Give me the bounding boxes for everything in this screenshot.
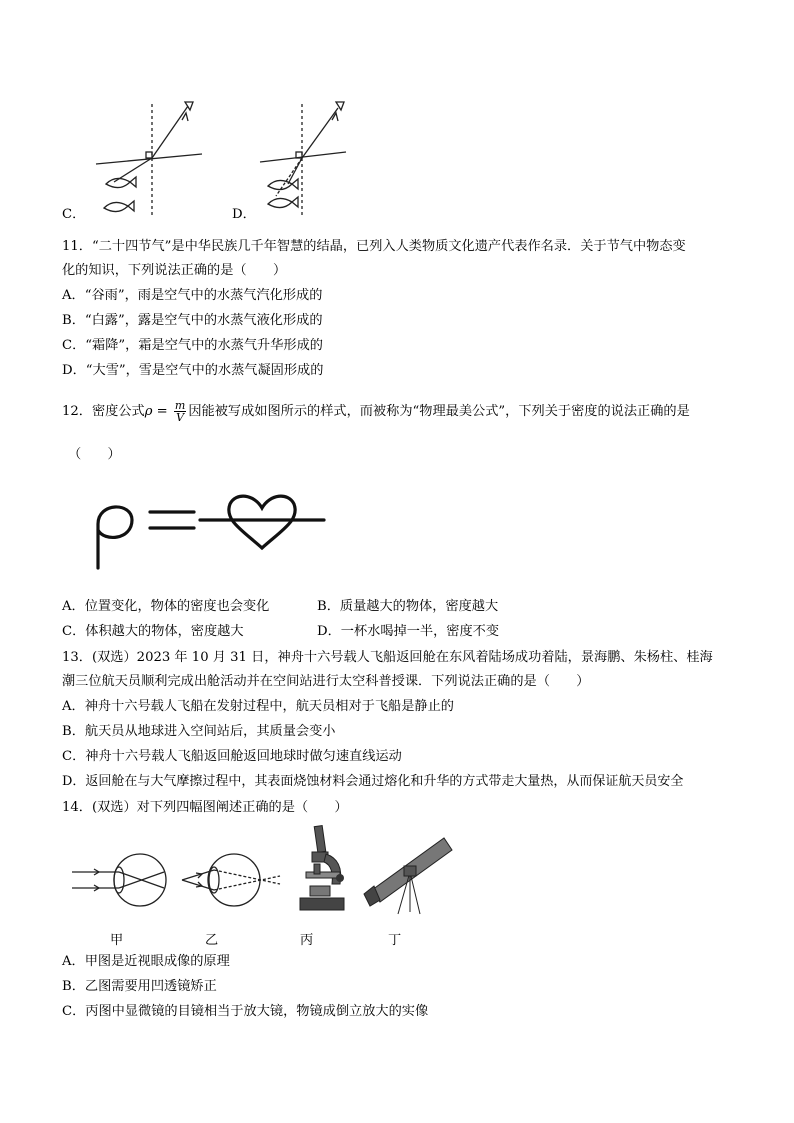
q14-option-b[interactable]: B．乙图需要用凹透镜矫正 (62, 979, 217, 994)
q13-stem-line-1: 13．(双选）2023 年 10 月 31 日，神舟十六号载人飞船返回舱在东风着陆场成功着陆，景海鹏、朱杨柱、桂海 (62, 650, 713, 665)
q11-stem-line-1: 11．“二十四节气”是中华民族几千年智慧的结晶，已列入人类物质文化遗产代表作名录．关于节气中物态变 (62, 239, 686, 254)
caption-yi: 乙 (205, 933, 219, 948)
caption-ding: 丁 (388, 933, 402, 948)
q11-option-d[interactable]: D．“大雪”，雪是空气中的水蒸气凝固形成的 (62, 363, 324, 378)
q14-option-a[interactable]: A．甲图是近视眼成像的原理 (62, 954, 230, 969)
q10-figure-d (258, 100, 348, 218)
q10-figure-c (92, 100, 202, 218)
microscope-picture (296, 824, 352, 916)
q12-equals: = (152, 404, 172, 419)
heart-formula-figure (92, 490, 332, 570)
caption-jia: 甲 (110, 933, 124, 948)
telescope-picture (362, 828, 454, 916)
q13-option-c[interactable]: C．神舟十六号载人飞船返回舱返回地球时做匀速直线运动 (62, 749, 402, 764)
q11-option-b[interactable]: B．“白露”，露是空气中的水蒸气液化形成的 (62, 313, 323, 328)
q12-stem (62, 400, 690, 423)
q12-paren: （ ） (68, 447, 121, 462)
density-symbol: ρ (144, 404, 153, 419)
q14-option-c[interactable]: C．丙图中显微镜的目镜相当于放大镜，物镜成倒立放大的实像 (62, 1004, 429, 1019)
q13-option-d[interactable]: D．返回舱在与大气摩擦过程中，其表面烧蚀材料会通过熔化和升华的方式带走大量热，从而保证航天员安全 (62, 774, 684, 789)
q11-stem-line-2: 化的知识，下列说法正确的是（ ） (62, 263, 287, 278)
fraction-denominator: V (176, 411, 185, 424)
q11-option-a[interactable]: A．“谷雨”，雨是空气中的水蒸气汽化形成的 (62, 288, 323, 303)
eye-diagram-yi (180, 850, 284, 910)
q11-option-c[interactable]: C．“霜降”，霜是空气中的水蒸气升华形成的 (62, 338, 323, 353)
q13-stem-line-2: 潮三位航天员顺利完成出舱活动并在空间站进行太空科普授课．下列说法正确的是（ ） (62, 674, 590, 689)
q12-option-a[interactable]: A．位置变化，物体的密度也会变化 (62, 599, 270, 614)
q10-option-c-label: C． (62, 207, 86, 222)
q12-stem-prefix: 12．密度公式 (62, 404, 145, 419)
q12-option-d[interactable]: D．一杯水喝掉一半，密度不变 (317, 624, 500, 639)
q14-stem: 14．(双选）对下列四幅图阐述正确的是（ ） (62, 800, 348, 815)
q12-option-b[interactable]: B．质量越大的物体，密度越大 (317, 599, 499, 614)
q13-option-b[interactable]: B．航天员从地球进入空间站后，其质量会变小 (62, 724, 336, 739)
q12-stem-suffix: 因能被写成如图所示的样式，而被称为“物理最美公式”，下列关于密度的说法正确的是 (188, 404, 690, 419)
fraction-numerator: m (174, 399, 186, 412)
q13-option-a[interactable]: A．神舟十六号载人飞船在发射过程中，航天员相对于飞船是静止的 (62, 699, 454, 714)
q12-option-c[interactable]: C．体积越大的物体，密度越大 (62, 624, 244, 639)
caption-bing: 丙 (300, 933, 314, 948)
q10-option-d-label: D． (232, 207, 256, 222)
density-fraction (174, 400, 186, 423)
eye-diagram-jia (72, 850, 172, 910)
